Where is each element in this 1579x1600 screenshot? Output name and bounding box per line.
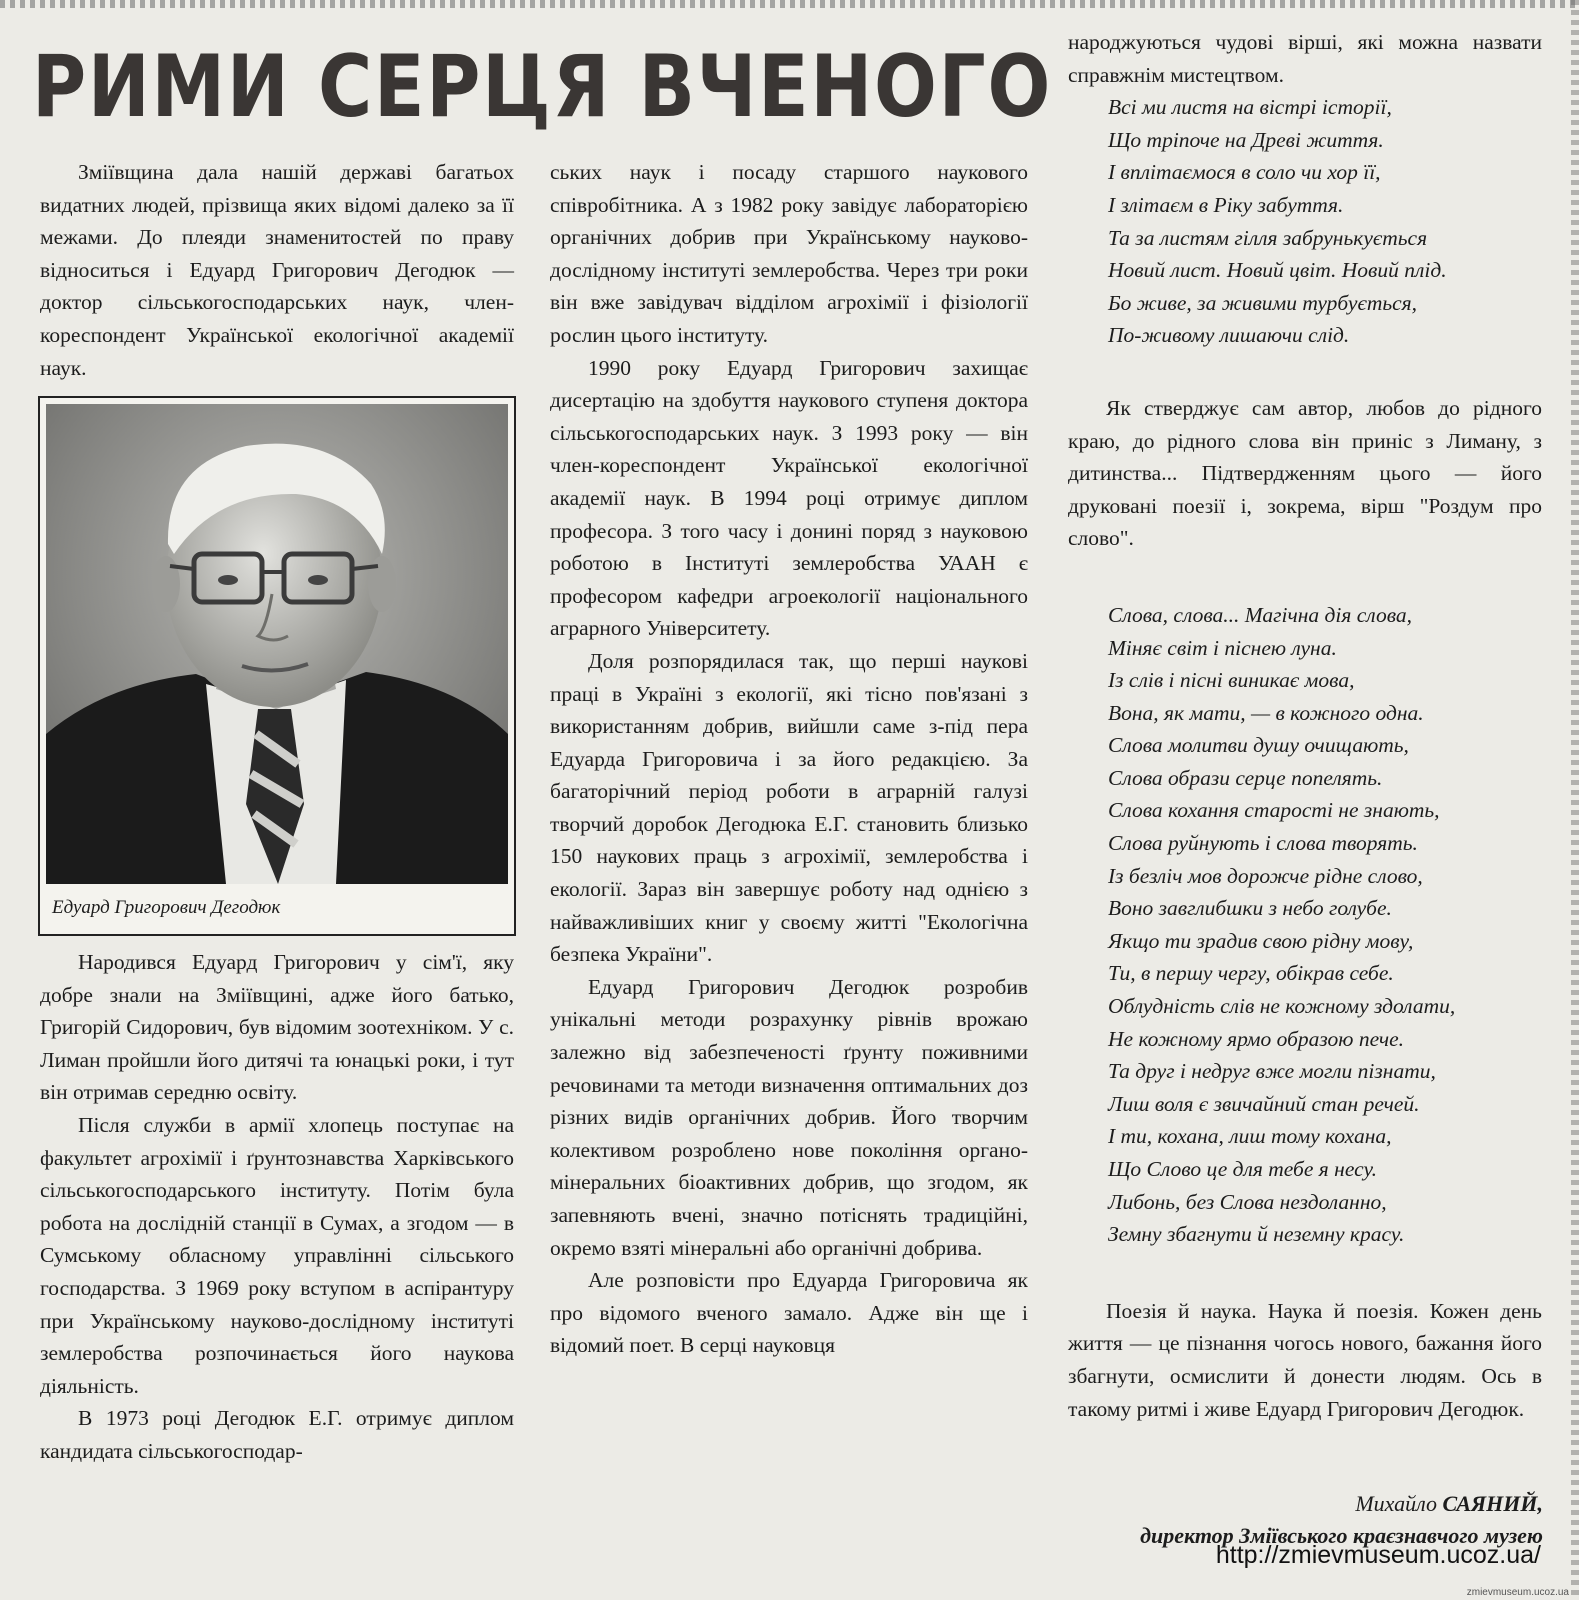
column-1-bottom [40,946,514,1468]
paragraph: Зміївщина дала нашій державі багатьох видатних людей, прізвища яких відомі далеко за її межами. До плеяди знаменитостей по праву відноситься і Едуард Григорович Дегодюк — доктор сільськогосподарських наук, член-кореспондент Української екологічної академії наук. [40,160,514,380]
author-first-name: Михайло [1355,1491,1437,1516]
paragraph: Після служби в армії хлопець поступає на факультет агрохімії і ґрунтознавства Харківського сільськогосподарського інституту. Потім була робота на дослідній станції в Сумах, а згодом — в Сумському обласному управлінні сільського господарства. З 1969 року вступом в аспірантуру при Українському науково-дослідному інституті землеробства розпочинається його наукова діяльність. [40,1112,514,1398]
poem-line: Новий лист. Новий цвіт. Новий плід. [1108,258,1447,283]
poem-2 [1068,599,1542,1251]
poem-line: Слова кохання старості не знають, [1108,798,1440,823]
top-dotted-rule [0,0,1579,8]
source-url[interactable]: http://zmievmuseum.ucoz.ua/ [1215,1541,1541,1569]
poem-line: Слова молитви душу очищають, [1108,733,1409,758]
poem-line: Не кожному ярмо образою пече. [1108,1026,1405,1051]
portrait-photo [38,396,516,936]
poem-line: Із безліч мов дорожче рідне слово, [1108,863,1423,888]
watermark: zmievmuseum.ucoz.ua [1466,1587,1569,1598]
portrait-image [46,404,508,884]
paragraph: Доля розпорядилася так, що перші наукові праці в Україні з екології, які тісно пов'язані з використанням добрив, вийшли саме з-під пера Едуарда Григоровича і за його редакцією. За багаторічний період роботи в аграрній галузі творчий доробок Дегодюка Е.Г. становить близько 150 наукових праць з агрохімії, землеробства і екології. Зараз він завершує роботу над однією з найважливіших книг у своєму житті "Екологічна безпека України". [550,648,1028,967]
column-3 [1068,26,1542,1425]
poem-line: Бо живе, за живими турбується, [1108,290,1418,315]
poem-line: Міняє світ і піснею луна. [1108,635,1337,660]
poem-line: Що Слово це для тебе я несу. [1108,1157,1378,1181]
author-title: директор Зміївського краєзнавчого музею [1140,1523,1543,1548]
paragraph: В 1973 році Дегодюк Е.Г. отримує диплом кандидата сільськогосподар- [40,1406,514,1463]
poem-line: Та друг і недруг вже могли пізнати, [1108,1059,1436,1084]
poem-line: І вплітаємося в соло чи хор її, [1108,160,1381,185]
poem-line: Лиш воля є звичайний стан речей. [1108,1091,1420,1116]
paragraph: Едуард Григорович Дегодюк розробив унікальні методи розрахунку рівнів врожаю залежно від забезпеченості ґрунту поживними речовинами та методи визначення оптимальних доз різних видів органічних добрив. Його творчим колективом розроблено нове покоління органо-мінеральних біоактивних добрив, що згодом, як запевняють вчені, значно потіснять традиційні, окремо взяті мінеральні або органічні добрива. [550,974,1028,1260]
poem-line: Воно завглибшки з небо голубе. [1108,896,1392,921]
poem-line: Із слів і пісні виникає мова, [1108,668,1355,693]
poem-line: Слова образи серце попелять. [1108,765,1383,790]
poem-line: І злітаєм в Ріку забуття. [1108,192,1344,217]
poem-line: Слова руйнують і слова творять. [1108,831,1418,856]
paragraph: Народився Едуард Григорович у сім'ї, яку добре знали на Зміївщині, адже його батько, Григорій Сидорович, був відомим зоотехніком. У с. Лиман пройшли його дитячі та юнацькі роки, і тут він отримав середню освіту. [40,950,514,1105]
poem-line: Слова, слова... Магічна дія слова, [1108,602,1413,627]
poem-line: Ти, в першу чергу, обікрав себе. [1108,961,1394,986]
poem-line: Вона, як мати, — в кожного одна. [1108,700,1424,725]
poem-line: Земну збагнути й неземну красу. [1108,1222,1405,1247]
poem-line: Та за листям гілля забрунькується [1108,225,1428,250]
author-name [1140,1488,1543,1520]
poem-line: Що тріпоче на Древі життя. [1108,127,1384,152]
paragraph: народжуються чудові вірші, які можна назвати справжнім мистецтвом. [1068,30,1542,87]
poem-line: І ти, кохана, лиш тому кохана, [1108,1124,1392,1149]
photo-caption: Едуард Григорович Дегодюк [52,897,281,918]
poem-line: Якщо ти зрадив свою рідну мову, [1108,928,1414,953]
poem-line: Либонь, без Слова нездоланно, [1108,1189,1387,1214]
paragraph: 1990 року Едуард Григорович захищає дисертацію на здобуття наукового ступеня доктора сільськогосподарських наук. З 1993 року — він член-кореспондент Української екологічної академії наук. В 1994 році отримує диплом професора. З того часу і донині поряд з науковою роботою в Інституті землеробства УААН є професором кафедри агроекології національного аграрного Університету. [550,355,1028,641]
poem-1 [1068,91,1542,352]
column-1-top [40,156,514,384]
paragraph: Але розповісти про Едуарда Григоровича як про відомого вченого замало. Адже він ще і відомий поет. В серці науковця [550,1268,1028,1358]
paragraph: Як стверджує сам автор, любов до рідного краю, до рідного слова він приніс з Лиману, з дитинства... Підтвердженням цього — його друковані поезії і, зокрема, вірш "Роздум про слово". [1068,395,1542,551]
column-2 [550,156,1028,1362]
paragraph: Поезія й наука. Наука й поезія. Кожен день життя — це пізнання чогось нового, бажання його збагнути, осмислити й донести людям. Ось в такому ритмі і живе Едуард Григорович Дегодюк. [1068,1298,1542,1421]
author-last-name: САЯНИЙ, [1442,1491,1543,1516]
article-headline: РИМИ СЕРЦЯ ВЧЕНОГО [32,37,1053,137]
poem-line: Облудність слів не кожному здолати, [1108,994,1456,1019]
poem-line: По-живому лишаючи слід. [1108,323,1350,348]
paragraph: ських наук і посаду старшого наукового співробітника. А з 1982 року завідує лабораторією органічних добрив при Українському науково-дослідному інституті землеробства. Через три роки він вже завідувач відділом агрохімії і фізіології рослин цього інституту. [550,160,1028,347]
poem-line: Всі ми листя на вістрі історії, [1108,95,1392,120]
right-dotted-rule [1571,0,1579,1600]
